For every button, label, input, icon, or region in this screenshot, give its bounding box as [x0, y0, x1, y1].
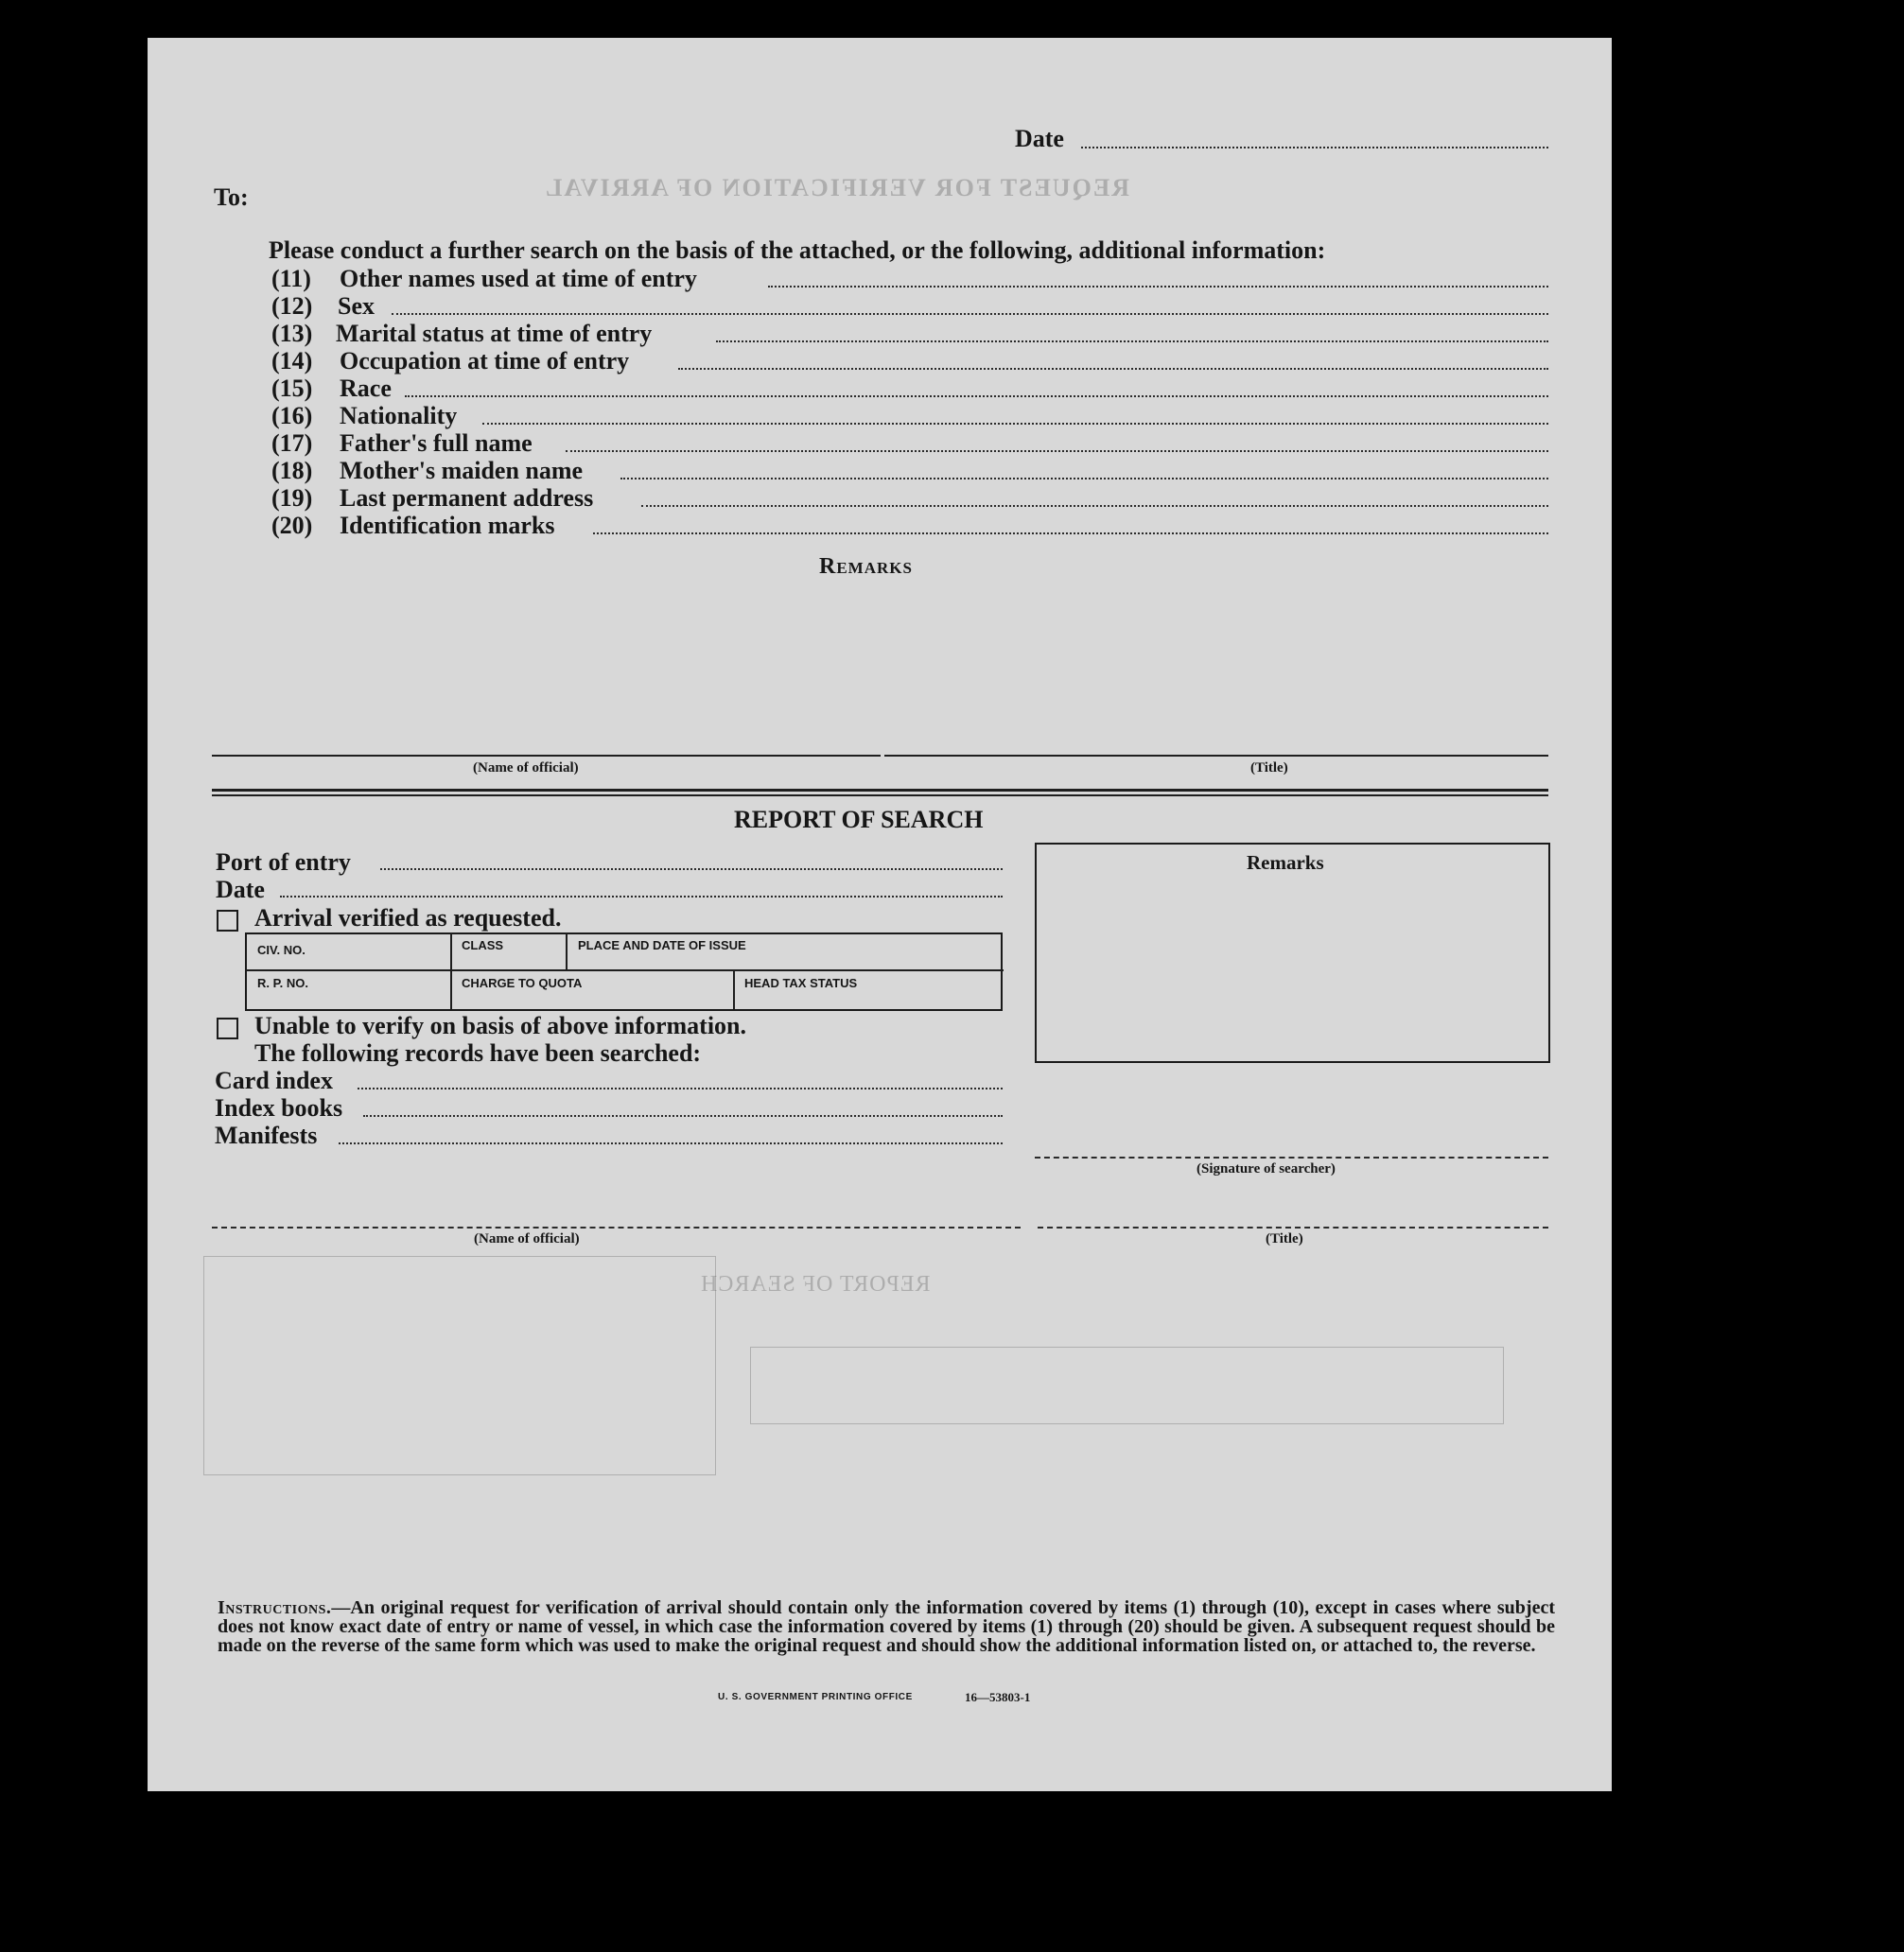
- instructions-block: [218, 1598, 1555, 1655]
- form-code: 16—53803-1: [965, 1690, 1031, 1704]
- request-remarks-heading: Remarks: [819, 554, 913, 579]
- item-num-14: (14): [271, 347, 313, 375]
- request-title-line: [884, 755, 1548, 757]
- signature-line[interactable]: [1035, 1157, 1548, 1159]
- section-divider-bottom: [212, 794, 1548, 796]
- item-num-19: (19): [271, 484, 313, 512]
- report-heading: REPORT OF SEARCH: [734, 806, 984, 833]
- item-field-19[interactable]: [641, 505, 1548, 507]
- report-title-line[interactable]: [1038, 1227, 1548, 1229]
- item-num-16: (16): [271, 402, 313, 429]
- table-col-divider-3: [733, 969, 735, 1009]
- class-cell: CLASS: [462, 938, 504, 952]
- item-field-14[interactable]: [678, 368, 1548, 370]
- bleed-through-heading: REQUEST FOR VERIFICATION OF ARRIVAL: [544, 174, 1129, 201]
- request-official-line: [212, 755, 881, 757]
- charge-to-quota-cell: CHARGE TO QUOTA: [462, 976, 583, 990]
- printer-line: U. S. GOVERNMENT PRINTING OFFICE: [718, 1692, 913, 1702]
- bleed-through-text: REPORT OF SEARCH: [700, 1272, 931, 1297]
- to-label: To:: [214, 183, 249, 211]
- port-of-entry-field[interactable]: [380, 868, 1003, 870]
- unable-to-verify-checkbox[interactable]: [217, 1018, 238, 1039]
- remarks-box[interactable]: [1035, 843, 1550, 1063]
- item-label-15: Race: [340, 375, 392, 402]
- item-field-13[interactable]: [716, 340, 1548, 342]
- unable-to-verify-label: Unable to verify on basis of above information.: [254, 1012, 746, 1039]
- table-row-divider: [245, 969, 1004, 971]
- report-official-line[interactable]: [212, 1227, 1021, 1229]
- arrival-verified-checkbox[interactable]: [217, 910, 238, 932]
- report-title-caption: (Title): [1266, 1231, 1303, 1246]
- item-label-19: Last permanent address: [340, 484, 594, 512]
- table-col-divider-2: [566, 932, 568, 971]
- item-label-11: Other names used at time of entry: [340, 265, 697, 292]
- manifests-field[interactable]: [339, 1142, 1003, 1144]
- report-official-caption: (Name of official): [474, 1231, 580, 1246]
- port-of-entry-label: Port of entry: [216, 848, 351, 876]
- item-field-17[interactable]: [566, 450, 1548, 452]
- item-num-11: (11): [271, 265, 311, 292]
- card-index-label: Card index: [215, 1067, 333, 1094]
- instructions-text: —An original request for verification of arrival should contain only the information covered by items (1) through (10), except in cases where subject does not know exact date of entry or name of vessel, in which case the information covered by items (1) through (20) should be given. A subsequent request should be made on the reverse of the same form which was used to make the original request and should show the additional information listed on, or attached to, the reverse.: [218, 1597, 1555, 1656]
- item-num-15: (15): [271, 375, 313, 402]
- item-field-12[interactable]: [392, 313, 1548, 315]
- item-num-17: (17): [271, 429, 313, 457]
- item-label-17: Father's full name: [340, 429, 533, 457]
- request-intro: Please conduct a further search on the basis of the attached, or the following, additional information:: [269, 236, 1326, 264]
- report-date-label: Date: [216, 876, 265, 903]
- item-label-18: Mother's maiden name: [340, 457, 584, 484]
- request-title-caption: (Title): [1250, 760, 1288, 776]
- item-label-12: Sex: [338, 292, 375, 320]
- card-index-field[interactable]: [358, 1088, 1003, 1089]
- item-num-18: (18): [271, 457, 313, 484]
- report-date-field[interactable]: [280, 896, 1003, 898]
- item-field-11[interactable]: [768, 286, 1548, 288]
- table-col-divider-1: [450, 932, 452, 1009]
- place-date-issue-cell: PLACE AND DATE OF ISSUE: [578, 938, 746, 952]
- remarks-box-label: Remarks: [1247, 851, 1324, 874]
- bleed-through-box: [203, 1256, 716, 1475]
- date-label: Date: [1015, 125, 1064, 152]
- item-num-13: (13): [271, 320, 313, 347]
- index-books-label: Index books: [215, 1094, 343, 1122]
- item-label-14: Occupation at time of entry: [340, 347, 630, 375]
- item-label-20: Identification marks: [340, 512, 555, 539]
- item-field-20[interactable]: [593, 532, 1548, 534]
- civ-no-cell: CIV. NO.: [257, 943, 306, 957]
- item-label-16: Nationality: [340, 402, 458, 429]
- signature-caption: (Signature of searcher): [1197, 1161, 1336, 1176]
- arrival-verified-label: Arrival verified as requested.: [254, 904, 562, 932]
- item-field-15[interactable]: [405, 395, 1548, 397]
- item-field-18[interactable]: [620, 478, 1548, 479]
- rp-no-cell: R. P. NO.: [257, 976, 308, 990]
- request-official-caption: (Name of official): [473, 760, 579, 776]
- section-divider-top: [212, 789, 1548, 792]
- item-num-20: (20): [271, 512, 313, 539]
- manifests-label: Manifests: [215, 1122, 318, 1149]
- date-field[interactable]: [1081, 147, 1548, 148]
- bleed-through-table: [750, 1347, 1504, 1424]
- index-books-field[interactable]: [363, 1115, 1003, 1117]
- item-label-13: Marital status at time of entry: [336, 320, 653, 347]
- records-searched-label: The following records have been searched:: [254, 1039, 702, 1067]
- item-num-12: (12): [271, 292, 313, 320]
- head-tax-status-cell: HEAD TAX STATUS: [744, 976, 858, 990]
- item-field-16[interactable]: [482, 423, 1548, 425]
- instructions-heading: Instructions.: [218, 1597, 332, 1618]
